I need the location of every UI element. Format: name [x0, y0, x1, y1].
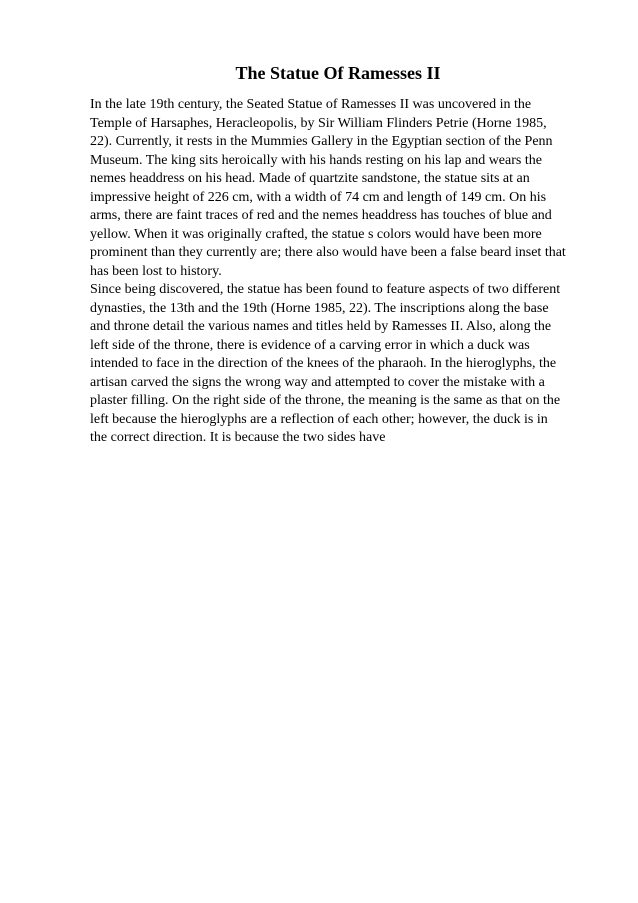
body-line: has been lost to history. [90, 263, 222, 279]
body-line: Temple of Harsaphes, Heracleopolis, by Sir William Flinders Petrie (Horne 1985, [90, 115, 547, 131]
body-line: and throne detail the various names and titles held by Ramesses II. Also, along the [90, 319, 552, 334]
body-line: In the late 19th century, the Seated Statue of Ramesses II was uncovered in the [90, 97, 532, 112]
body-line: arms, there are faint traces of red and the nemes headdress has touches of blue and [90, 208, 552, 223]
body-line: the correct direction. It is because the two sides have [90, 430, 386, 445]
body-line: prominent than they currently are; there also would have been a false beard inset that [90, 245, 566, 260]
body-line: artisan carved the signs the wrong way and attempted to cover the mistake with a [90, 374, 545, 390]
body-line: left side of the throne, there is evidence of a carving error in which a duck was [90, 337, 530, 353]
body-line: nemes headdress on his head. Made of quartzite sandstone, the statue sits at an [90, 171, 530, 186]
body-line: intended to face in the direction of the knees of the pharaoh. In the hieroglyphs, the [90, 356, 557, 371]
body-line: Museum. The king sits heroically with his hands resting on his lap and wears the [90, 152, 542, 168]
body-line: plaster filling. On the right side of the throne, the meaning is the same as that on the [90, 393, 561, 408]
body-line: left because the hieroglyphs are a reflection of each other; however, the duck is in [90, 411, 548, 427]
body-line: impressive height of 226 cm, with a width of 74 cm and length of 149 cm. On his [90, 189, 547, 205]
body-line: dynasties, the 13th and the 19th (Horne 1985, 22). The inscriptions along the base [90, 300, 549, 316]
document-title: The Statue Of Ramesses II [235, 63, 441, 83]
document-body [90, 96, 566, 448]
body-line: 22). Currently, it rests in the Mummies Gallery in the Egyptian section of the Penn [90, 134, 553, 149]
body-line: Since being discovered, the statue has been found to feature aspects of two different [90, 282, 561, 297]
body-line: yellow. When it was originally crafted, the statue s colors would have been more [90, 226, 542, 242]
